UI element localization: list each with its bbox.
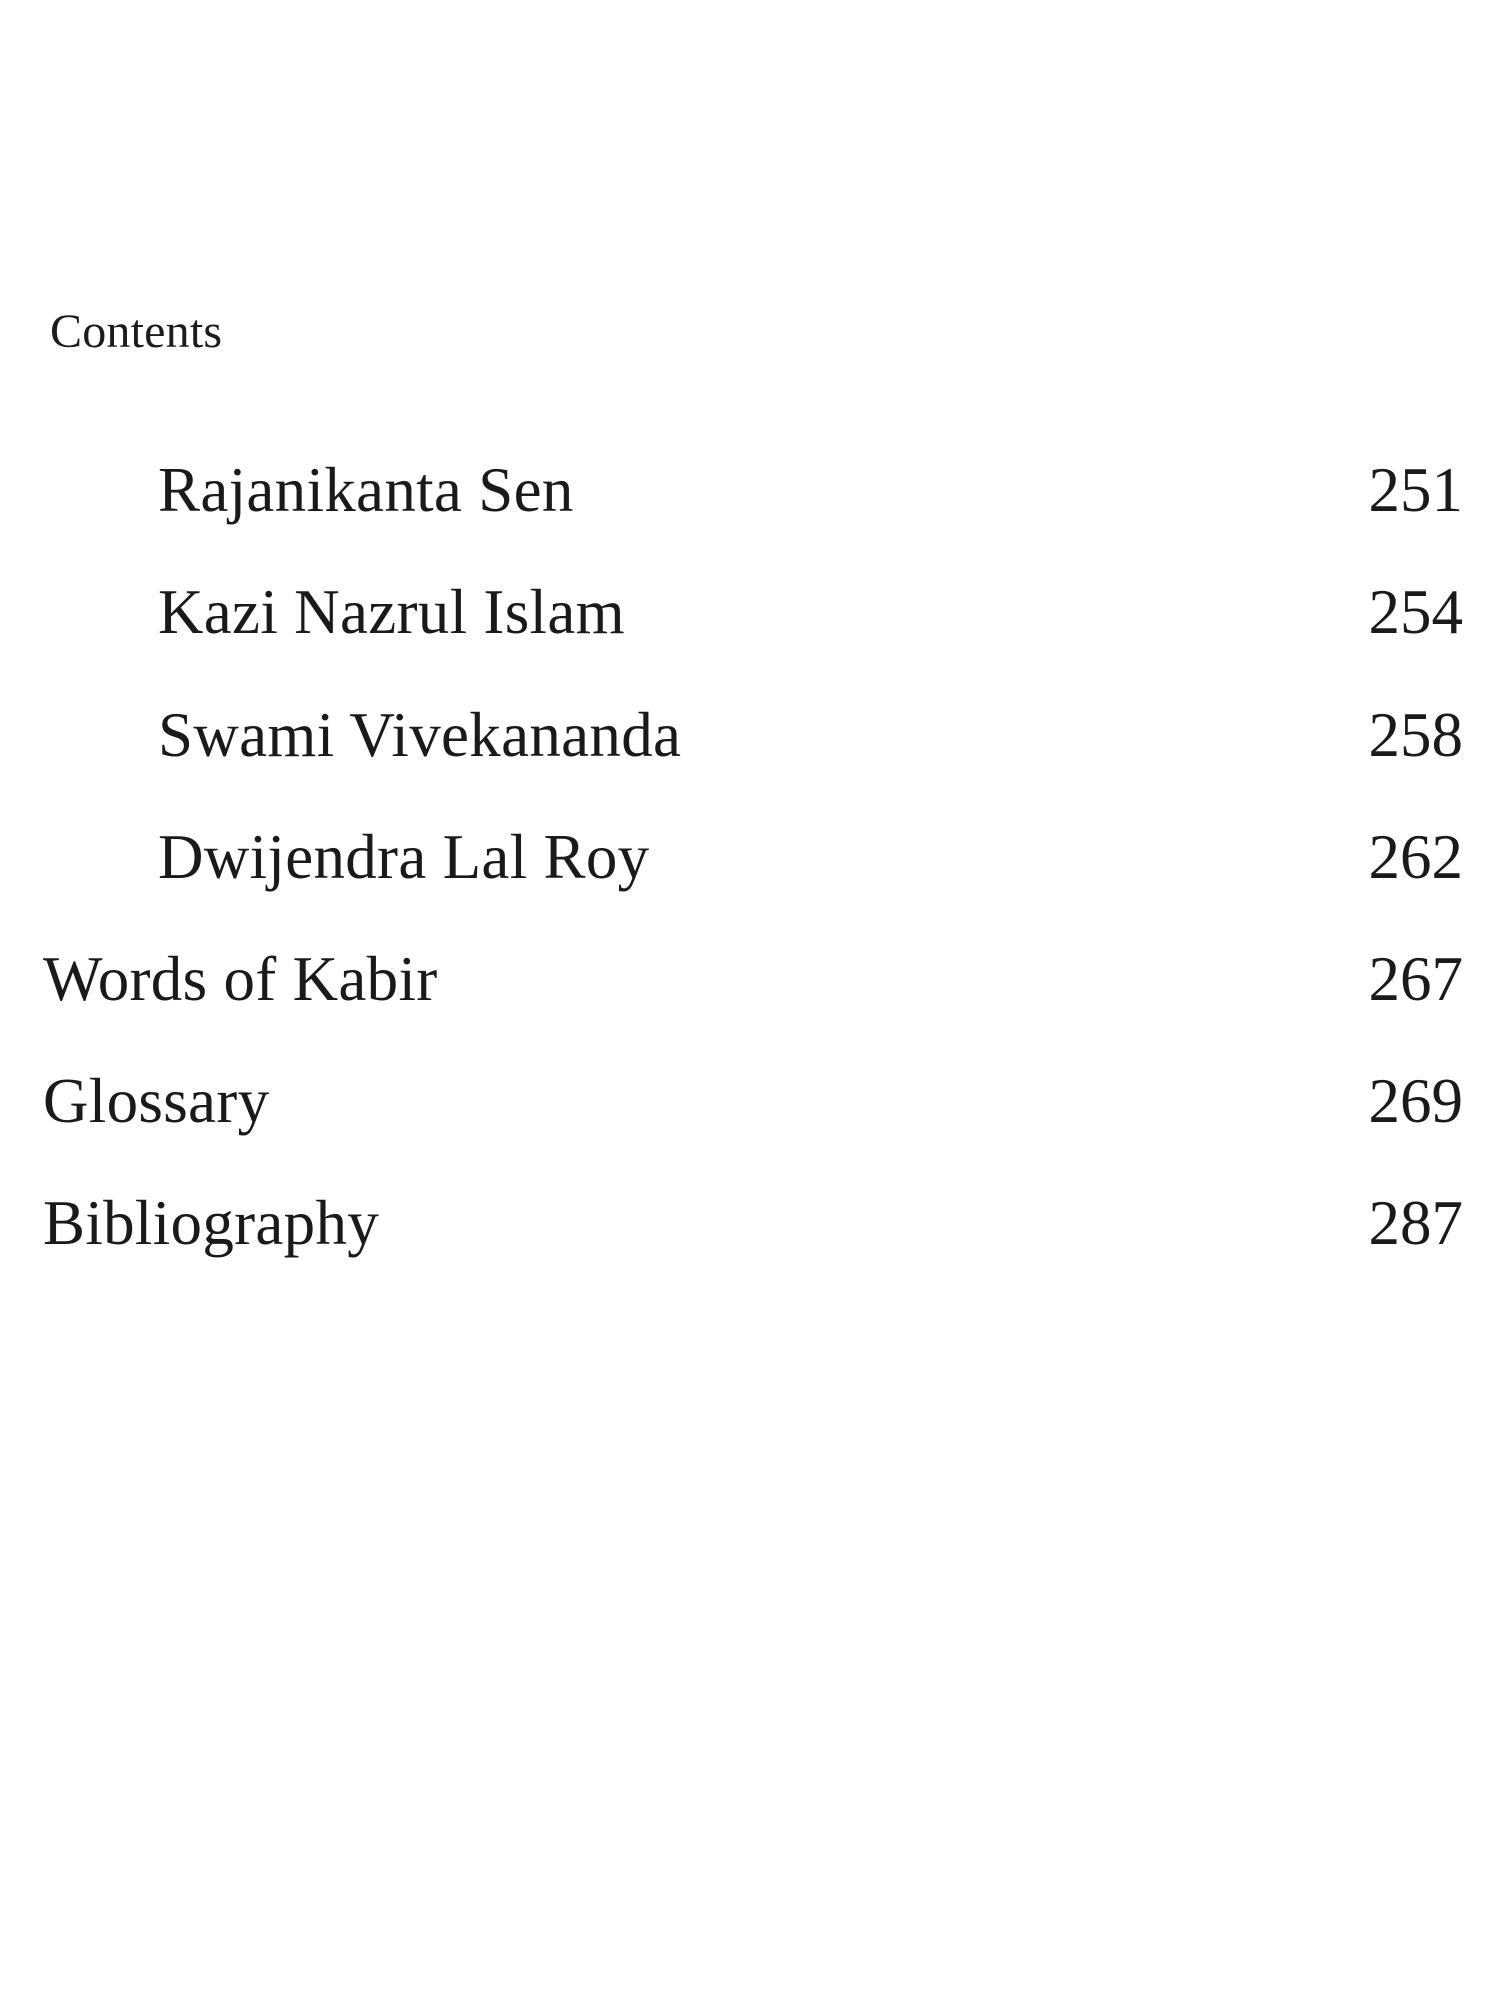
toc-entry-page-number: 258	[1368, 700, 1463, 770]
toc-entry-dwijendra-lal-roy[interactable]	[0, 812, 1500, 902]
toc-entry-title: Kazi Nazrul Islam	[158, 577, 625, 647]
toc-entry-page-number: 269	[1368, 1066, 1463, 1136]
toc-entry-page-number: 262	[1368, 822, 1463, 892]
running-head: Contents	[50, 305, 223, 358]
toc-entry-bibliography[interactable]	[0, 1178, 1500, 1268]
toc-entry-words-of-kabir[interactable]	[0, 934, 1500, 1024]
toc-entry-glossary[interactable]	[0, 1056, 1500, 1146]
toc-entry-title: Rajanikanta Sen	[158, 455, 574, 525]
toc-entry-page-number: 287	[1368, 1188, 1463, 1258]
toc-entry-page-number: 267	[1368, 944, 1463, 1014]
toc-entry-title: Swami Vivekananda	[158, 700, 682, 770]
toc-entry-title: Bibliography	[43, 1188, 380, 1258]
toc-entry-swami-vivekananda[interactable]	[0, 690, 1500, 780]
toc-entry-title: Words of Kabir	[43, 944, 438, 1014]
toc-entry-rajanikanta-sen[interactable]	[0, 445, 1500, 535]
toc-entry-page-number: 251	[1368, 455, 1463, 525]
toc-entry-page-number: 254	[1368, 577, 1463, 647]
toc-entry-title: Glossary	[43, 1066, 270, 1136]
toc-entry-kazi-nazrul-islam[interactable]	[0, 567, 1500, 657]
toc-entry-title: Dwijendra Lal Roy	[158, 822, 650, 892]
